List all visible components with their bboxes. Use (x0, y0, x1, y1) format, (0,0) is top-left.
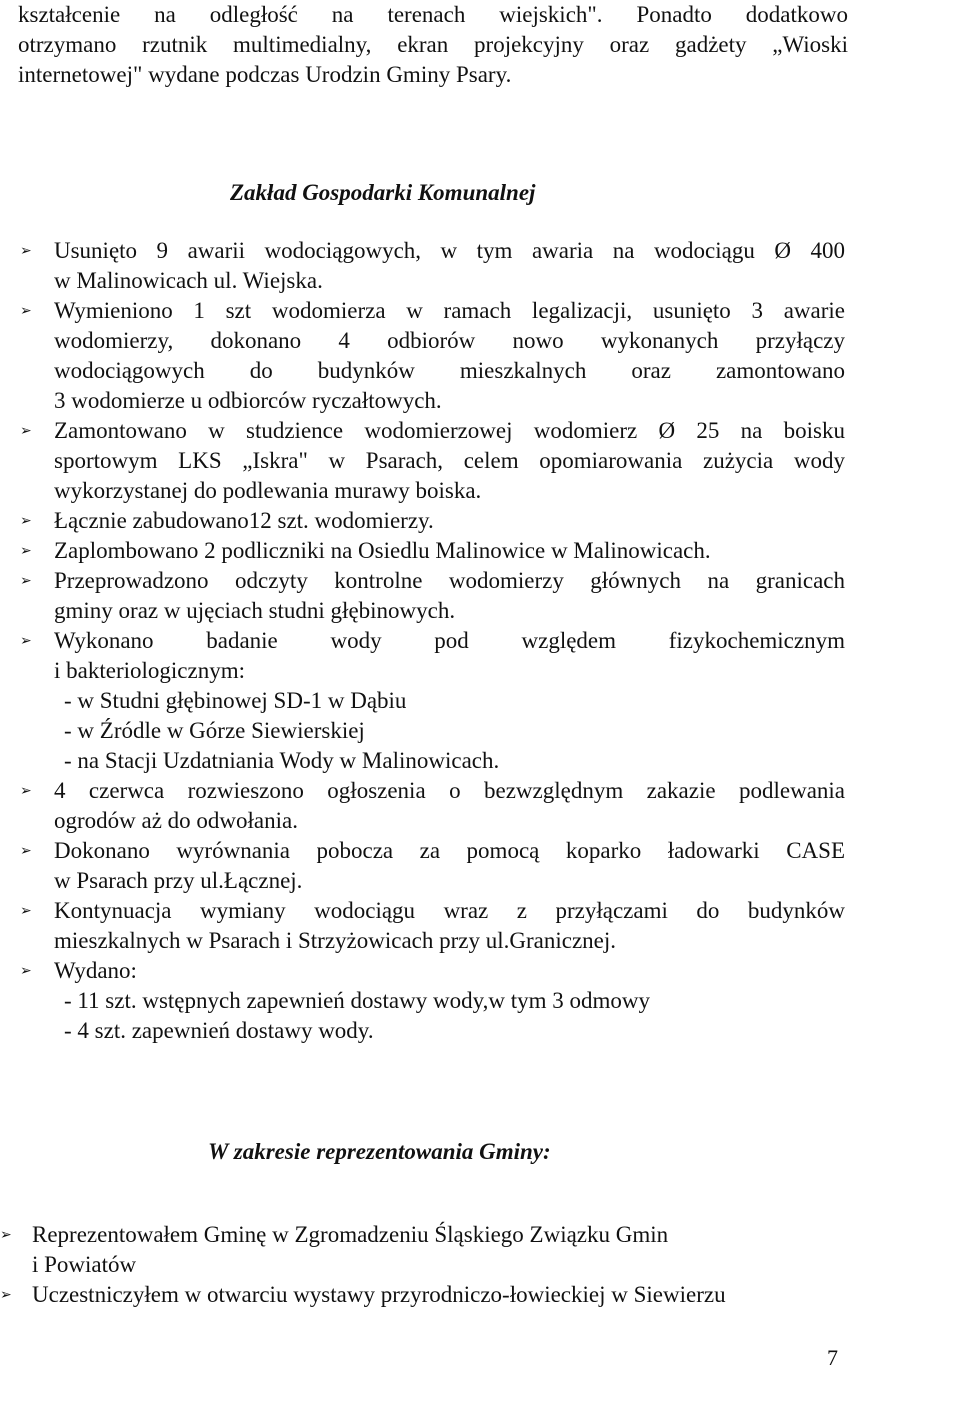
item-line: w Psarach przy ul.Łącznej. (54, 868, 303, 893)
item-line: 4 czerwca rozwieszono ogłoszenia o bezwzględnym zakazie podlewania (54, 778, 845, 803)
arrow-bullet-icon: ➢ (20, 303, 32, 319)
arrow-bullet-icon: ➢ (20, 783, 32, 799)
item-line: Wykonano badanie wody pod względem fizykochemicznym (54, 628, 845, 653)
list-item (18, 956, 845, 1046)
list-item (18, 416, 845, 506)
sub-item-line: - w Źródle w Górze Siewierskiej (64, 718, 365, 743)
section-list-representation (0, 1220, 840, 1310)
list-item (18, 566, 845, 626)
sub-item-line: - 4 szt. zapewnień dostawy wody. (64, 1018, 374, 1043)
item-line: Wymieniono 1 szt wodomierza w ramach legalizacji, usunięto 3 awarie (54, 298, 845, 323)
list-item (0, 1280, 840, 1310)
item-line: Kontynuacja wymiany wodociągu wraz z przyłączami do budynków (54, 898, 845, 923)
sub-item-line: - na Stacji Uzdatniania Wody w Malinowicach. (64, 748, 500, 773)
item-line: Reprezentowałem Gminę w Zgromadzeniu Śląskiego Związku Gmin (32, 1222, 669, 1247)
list-item (18, 626, 845, 776)
list-item (18, 536, 845, 566)
arrow-bullet-icon: ➢ (0, 1287, 12, 1303)
item-line: i Powiatów (32, 1252, 137, 1277)
arrow-bullet-icon: ➢ (20, 573, 32, 589)
item-line: wodociągowych do budynków mieszkalnych oraz zamontowano (54, 358, 845, 383)
item-line: Uczestniczyłem w otwarciu wystawy przyrodniczo-łowieckiej w Siewierzu (32, 1282, 726, 1307)
arrow-bullet-icon: ➢ (20, 513, 32, 529)
arrow-bullet-icon: ➢ (20, 633, 32, 649)
item-line: Zamontowano w studzience wodomierzowej wodomierz Ø 25 na boisku (54, 418, 845, 443)
list-item (18, 236, 845, 296)
list-item (18, 296, 845, 416)
item-line: wykorzystanej do podlewania murawy boiska. (54, 478, 482, 503)
item-line: Łącznie zabudowano12 szt. wodomierzy. (54, 508, 434, 533)
item-line: Usunięto 9 awarii wodociągowych, w tym awaria na wodociągu Ø 400 (54, 238, 845, 263)
sub-item-line: - w Studni głębinowej SD-1 w Dąbiu (64, 688, 407, 713)
item-line: ogrodów aż do odwołania. (54, 808, 298, 833)
item-line: gminy oraz w ujęciach studni głębinowych. (54, 598, 456, 623)
arrow-bullet-icon: ➢ (20, 963, 32, 979)
list-item (18, 896, 845, 956)
section-heading-zgk: Zakład Gospodarki Komunalnej (230, 180, 536, 205)
intro-line: internetowej" wydane podczas Urodzin Gminy Psary. (18, 62, 512, 87)
section-heading-representation: W zakresie reprezentowania Gminy: (208, 1139, 551, 1164)
intro-paragraph (18, 0, 848, 90)
item-line: Przeprowadzono odczyty kontrolne wodomierzy głównych na granicach (54, 568, 845, 593)
list-item (18, 506, 845, 536)
list-item (0, 1220, 840, 1280)
item-line: 3 wodomierze u odbiorców ryczałtowych. (54, 388, 442, 413)
page-number: 7 (827, 1345, 838, 1370)
item-line: i bakteriologicznym: (54, 658, 245, 683)
arrow-bullet-icon: ➢ (20, 543, 32, 559)
arrow-bullet-icon: ➢ (0, 1227, 12, 1243)
item-line: Wydano: (54, 958, 137, 983)
intro-line: kształcenie na odległość na terenach wiejskich". Ponadto dodatkowo (18, 2, 848, 27)
arrow-bullet-icon: ➢ (20, 423, 32, 439)
sub-item-line: - 11 szt. wstępnych zapewnień dostawy wody,w tym 3 odmowy (64, 988, 650, 1013)
intro-line: otrzymano rzutnik multimedialny, ekran projekcyjny oraz gadżety „Wioski (18, 32, 848, 57)
section-list-zgk (18, 236, 845, 1046)
list-item (18, 776, 845, 836)
arrow-bullet-icon: ➢ (20, 903, 32, 919)
list-item (18, 836, 845, 896)
arrow-bullet-icon: ➢ (20, 843, 32, 859)
item-line: wodomierzy, dokonano 4 odbiorów nowo wykonanych przyłączy (54, 328, 845, 353)
item-line: Dokonano wyrównania pobocza za pomocą koparko ładowarki CASE (54, 838, 845, 863)
arrow-bullet-icon: ➢ (20, 243, 32, 259)
item-line: sportowym LKS „Iskra" w Psarach, celem opomiarowania zużycia wody (54, 448, 845, 473)
item-line: Zaplombowano 2 podliczniki na Osiedlu Malinowice w Malinowicach. (54, 538, 711, 563)
item-line: mieszkalnych w Psarach i Strzyżowicach przy ul.Granicznej. (54, 928, 617, 953)
item-line: w Malinowicach ul. Wiejska. (54, 268, 323, 293)
